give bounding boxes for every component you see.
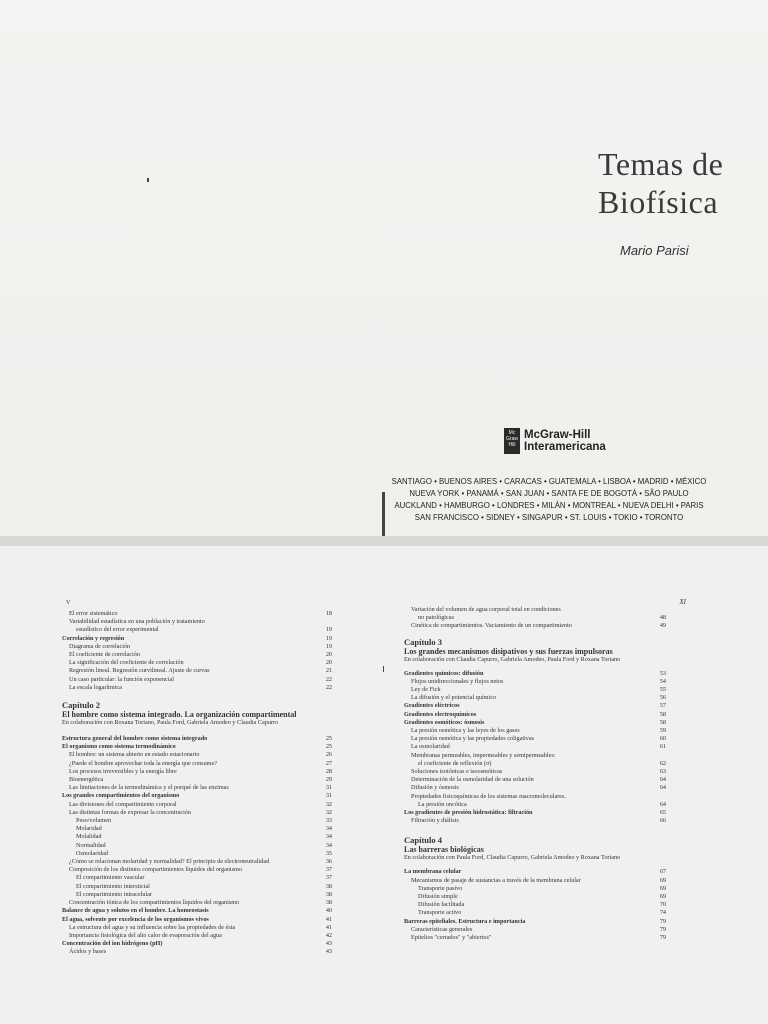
toc-entry-title: Epitelios "cerrados" y "abiertos" — [411, 934, 492, 942]
toc-entry-page: 34 — [325, 825, 332, 833]
toc-entry — [62, 676, 332, 684]
toc-entry-page: 63 — [659, 768, 666, 776]
toc-entry-page: 36 — [325, 858, 332, 866]
toc-entry — [404, 776, 666, 784]
toc-entry-page: 25 — [325, 743, 332, 751]
toc-entry-title: Ácidos y bases — [69, 948, 107, 956]
toc-entry-title: La significación del coeficiente de correlación — [69, 659, 184, 667]
toc-entry-page: 22 — [325, 683, 332, 691]
chapter-label: Capítulo 3 — [404, 636, 443, 647]
cities-line: SAN FRANCISCO • SIDNEY • SINGAPUR • ST. LOUIS • TOKIO • TORONTO — [414, 513, 684, 522]
toc-entry — [62, 610, 332, 618]
toc-entry-page: 31 — [325, 784, 332, 792]
toc-entry-title: no patológicas — [418, 614, 454, 622]
toc-entry — [62, 899, 332, 907]
toc-entry-page: 59 — [659, 727, 666, 735]
toc-entry-title: Los gradientes de presión hidrostática: filtración — [404, 809, 533, 817]
toc-entry-title: Gradientes osmóticos: ósmosis — [404, 718, 485, 726]
toc-entry — [404, 606, 666, 614]
toc-entry-page: 32 — [325, 800, 332, 808]
toc-entry-page: 64 — [659, 776, 666, 784]
toc-entry-title: Correlación y regresión — [62, 634, 125, 642]
toc-entry-page: 69 — [659, 876, 666, 884]
toc-entry-title: La osmolaridad — [411, 743, 450, 751]
toc-entry-page: 64 — [659, 800, 666, 808]
toc-entry-page: 22 — [325, 675, 332, 683]
toc-entry-page: 29 — [325, 776, 332, 784]
toc-entry-title: La estructura del agua y su influencia sobre las propiedades de ésta — [69, 923, 236, 931]
contents-spread — [0, 546, 768, 1024]
toc-entry-title: Difusión y ósmosis — [411, 784, 459, 792]
toc-entry-title: Variabilidad estadística en una población y tratamiento — [69, 618, 205, 626]
toc-entry — [404, 901, 666, 909]
publisher-name-line-1: McGraw-Hill — [524, 429, 591, 441]
toc-entry — [404, 727, 666, 735]
toc-entry-title: El agua, solvente por excelencia de los organismos vivos — [62, 915, 209, 923]
toc-entry-title: Concentración del ion hidrógeno (pH) — [62, 940, 163, 948]
toc-entry — [62, 735, 332, 743]
toc-entry — [404, 784, 666, 792]
toc-entry — [62, 842, 332, 850]
scan-mark — [382, 492, 385, 536]
toc-entry-page: 38 — [325, 899, 332, 907]
toc-entry-page: 20 — [325, 651, 332, 659]
toc-entry-page: 37 — [325, 874, 332, 882]
cities-line: AUCKLAND • HAMBURGO • LONDRES • MILÁN • MONTREAL • NUEVA DELHI • PARIS — [394, 501, 704, 510]
toc-entry-title: Estructura general del hombre como sistema integrado — [62, 735, 208, 743]
toc-entry-title: Variación del volumen de agua corporal total en condiciones — [411, 606, 561, 613]
toc-entry-title: Filtración y diálisis — [411, 817, 459, 825]
toc-entry-title: Bioenergética — [69, 776, 104, 784]
toc-list — [404, 606, 666, 631]
toc-entry-page: 61 — [659, 743, 666, 751]
mcgraw-hill-logo-icon: Mc Graw Hill — [504, 428, 520, 454]
toc-entry-title: Características generales — [411, 925, 473, 933]
toc-entry-title: Importancia fisiológica del alto calor de evaporación del agua — [69, 931, 222, 939]
toc-entry-page: 65 — [659, 809, 666, 817]
toc-entry-title: ¿Cómo se relacionan molaridad y normalidad? El principio de electroneutralidad — [69, 858, 270, 866]
toc-entry — [404, 885, 666, 893]
toc-entry — [404, 801, 666, 809]
toc-entry-page: 64 — [659, 784, 666, 792]
toc-entry-page: 19 — [325, 642, 332, 650]
toc-entry-title: Las divisiones del compartimiento corporal — [69, 800, 177, 808]
toc-entry-title: Difusión facilitada — [418, 901, 465, 909]
toc-entry-page: 54 — [659, 677, 666, 685]
toc-entry-title: El compartimiento intersticial — [76, 882, 150, 890]
toc-entry-page: 79 — [659, 925, 666, 933]
toc-entry-title: El organismo como sistema termodinámico — [62, 743, 176, 751]
toc-entry — [404, 893, 666, 901]
toc-entry-page: 55 — [659, 686, 666, 694]
toc-entry — [62, 850, 332, 858]
toc-list — [62, 735, 332, 956]
publisher-cities — [380, 476, 718, 524]
toc-entry-title: Concentración iónica de los compartimientos líquidos del organismo — [69, 899, 240, 907]
toc-entry — [62, 883, 332, 891]
toc-entry-page: 32 — [325, 808, 332, 816]
toc-entry-title: Composición de los distintos compartimientos líquidos del organismo — [69, 866, 242, 874]
toc-entry — [62, 784, 332, 792]
toc-entry-title: La presión osmótica y las propiedades coligativas — [411, 735, 535, 743]
toc-entry-page: 69 — [659, 893, 666, 901]
toc-entry-page: 70 — [659, 901, 666, 909]
toc-entry-title: Normalidad — [76, 841, 106, 849]
toc-entry-page: 43 — [325, 940, 332, 948]
toc-entry-title: Determinación de la osmolaridad de una solución — [411, 776, 534, 784]
toc-entry-title: Cinética de compartimientos. Vaciamiento de un compartimiento — [411, 622, 572, 630]
toc-entry-page: 19 — [325, 626, 332, 634]
toc-entry-page: 69 — [659, 884, 666, 892]
toc-entry-title: Los grandes compartimientos del organismo — [62, 792, 180, 800]
toc-entry — [404, 622, 666, 630]
chapter-label: Capítulo 2 — [62, 700, 101, 711]
publisher-name-line-2: Interamericana — [524, 441, 606, 453]
toc-entry — [404, 694, 666, 702]
toc-entry — [404, 809, 666, 817]
toc-entry — [404, 926, 666, 934]
toc-entry-title: Los procesos irreversibles y la energía libre — [69, 767, 177, 775]
toc-entry-title: Osmolaridad — [76, 849, 108, 857]
toc-entry-page: 53 — [659, 669, 666, 677]
chapter-collaborators: En colaboración con Paula Ford, Claudia Capurro, Gabriela Amodeo y Roxana Toriano — [404, 854, 621, 862]
toc-entry — [404, 743, 666, 751]
toc-entry — [404, 711, 666, 719]
toc-entry-page: 41 — [325, 923, 332, 931]
toc-entry-title: La presión osmótica y las leyes de los gases — [411, 727, 520, 735]
author-name: Mario Parisi — [620, 243, 689, 258]
toc-entry-page: 67 — [659, 868, 666, 876]
toc-entry-title: Gradientes electroquímicos — [404, 710, 477, 718]
toc-entry-title: Peso/volumen — [76, 817, 112, 825]
toc-entry-title: Flujos unidireccionales y flujos netos — [411, 677, 504, 685]
toc-entry — [404, 752, 666, 760]
toc-entry — [62, 760, 332, 768]
toc-entry — [62, 809, 332, 817]
toc-entry — [62, 643, 332, 651]
toc-entry-page: 58 — [659, 710, 666, 718]
toc-entry-title: El hombre: un sistema abierto en estado estacionario — [69, 751, 200, 759]
toc-entry — [62, 801, 332, 809]
toc-entry-title: Un caso particular: la función exponencial — [69, 675, 174, 683]
toc-entry-title: Gradientes eléctricos — [404, 702, 460, 710]
toc-entry — [62, 924, 332, 932]
toc-entry-page: 43 — [325, 948, 332, 956]
page-mark-left: V — [66, 600, 71, 606]
toc-entry — [62, 684, 332, 692]
chapter-collaborators: En colaboración con Claudia Capurro, Gabriela Amodeo, Paula Ford y Roxana Toriano — [404, 655, 621, 663]
toc-entry — [62, 768, 332, 776]
toc-entry — [404, 614, 666, 622]
toc-entry-page: 79 — [659, 917, 666, 925]
cities-line: SANTIAGO • BUENOS AIRES • CARACAS • GUATEMALA • LISBOA • MADRID • MÉXICO — [391, 477, 707, 486]
toc-entry — [404, 793, 666, 801]
toc-entry — [62, 635, 332, 643]
toc-entry-title: La membrana celular — [404, 868, 462, 876]
toc-entry-title: Diagrama de correlación — [69, 642, 131, 650]
toc-entry — [404, 735, 666, 743]
chapter-title: Las barreras biológicas — [404, 845, 484, 855]
toc-entry-page: 25 — [325, 735, 332, 743]
toc-list — [62, 610, 332, 692]
toc-entry-title: ¿Puede el hombre aprovechar toda la energía que consume? — [69, 759, 217, 767]
toc-entry-page: 38 — [325, 890, 332, 898]
toc-entry-title: el coeficiente de reflexión (σ) — [418, 759, 492, 767]
toc-entry-page: 58 — [659, 718, 666, 726]
toc-entry — [62, 626, 332, 634]
publisher-logo — [504, 428, 606, 454]
toc-entry — [404, 768, 666, 776]
toc-entry-page: 35 — [325, 849, 332, 857]
toc-entry-page: 38 — [325, 882, 332, 890]
toc-entry — [404, 678, 666, 686]
toc-left-page — [62, 600, 332, 957]
toc-entry-title: Soluciones isotónicas e isoosmóticas — [411, 768, 503, 776]
toc-entry-title: Barreras epiteliales. Estructura e importancia — [404, 917, 526, 925]
toc-entry-title: Gradientes químicos: difusión — [404, 669, 484, 677]
toc-list — [404, 868, 666, 942]
toc-entry — [62, 743, 332, 751]
book-title-line-2: Biofísica — [598, 184, 719, 220]
toc-entry — [62, 907, 332, 915]
toc-entry-title: Transporte activo — [418, 909, 462, 917]
toc-entry — [62, 659, 332, 667]
toc-entry — [404, 909, 666, 917]
toc-entry-title: Balance de agua y solutos en el hombre. La homeostasis — [62, 907, 209, 915]
toc-entry — [404, 868, 666, 876]
toc-entry-title: Molalidad — [76, 833, 102, 841]
toc-entry-page: 31 — [325, 792, 332, 800]
toc-entry-page: 48 — [659, 614, 666, 622]
toc-right-page — [404, 598, 686, 942]
toc-entry — [62, 817, 332, 825]
toc-entry-title: Difusión simple — [418, 893, 458, 901]
toc-entry-title: Mecanismos de pasaje de sustancias a través de la membrana celular — [411, 876, 581, 884]
toc-entry — [404, 918, 666, 926]
toc-entry-title: El coeficiente de correlación — [69, 651, 140, 659]
toc-entry — [62, 916, 332, 924]
toc-entry-page: 74 — [659, 909, 666, 917]
toc-entry — [62, 874, 332, 882]
toc-entry-page: 56 — [659, 694, 666, 702]
toc-entry-title: El error sistemático — [69, 610, 118, 617]
toc-entry-page: 27 — [325, 759, 332, 767]
toc-entry-title: Propiedades fisicoquímicas de los sistemas macromoleculares. — [411, 792, 566, 800]
toc-entry-page: 60 — [659, 735, 666, 743]
toc-entry-title: Membranas permeables, impermeables y semipermeables: — [411, 751, 556, 759]
toc-entry-page: 62 — [659, 759, 666, 767]
toc-entry-title: Ley de Fick — [411, 686, 441, 694]
toc-entry-page: 40 — [325, 907, 332, 915]
toc-entry — [62, 833, 332, 841]
toc-entry-page: 42 — [325, 931, 332, 939]
toc-entry-page: 18 — [325, 610, 332, 617]
toc-entry-page: 21 — [325, 667, 332, 675]
toc-entry — [62, 667, 332, 675]
toc-entry-page: 34 — [325, 833, 332, 841]
toc-entry-page: 37 — [325, 866, 332, 874]
chapter-collaborators: En colaboración con Roxana Toriano, Paula Ford, Gabriela Amodeo y Claudia Capurro — [62, 719, 279, 727]
toc-entry — [62, 948, 332, 956]
toc-entry — [62, 932, 332, 940]
toc-entry-title: La difusión y el potencial químico — [411, 694, 497, 702]
toc-entry-page: 19 — [325, 634, 332, 642]
toc-entry-page: 79 — [659, 934, 666, 942]
toc-entry-title: Molaridad — [76, 825, 102, 833]
toc-entry-page: 33 — [325, 817, 332, 825]
toc-entry-page: 20 — [325, 659, 332, 667]
scan-dot — [147, 178, 149, 182]
toc-entry — [62, 776, 332, 784]
toc-entry — [404, 817, 666, 825]
toc-entry-page: 28 — [325, 767, 332, 775]
toc-list — [404, 670, 666, 826]
book-title-line-1: Temas de — [598, 146, 724, 182]
toc-entry — [62, 891, 332, 899]
toc-entry — [62, 651, 332, 659]
toc-entry-title: La escala logarítmica — [69, 683, 122, 691]
chapter-title: El hombre como sistema integrado. La organización compartimental — [62, 710, 297, 720]
toc-entry — [62, 618, 332, 626]
toc-entry-page: 57 — [659, 702, 666, 710]
toc-entry-title: El compartimiento vascular — [76, 874, 145, 882]
chapter-label: Capítulo 4 — [404, 835, 443, 846]
toc-entry-title: estadístico del error experimental — [76, 626, 159, 634]
toc-entry — [404, 719, 666, 727]
toc-entry-title: El compartimiento intracelular — [76, 890, 152, 898]
toc-entry-title: Transporte pasivo — [418, 884, 463, 892]
toc-entry — [404, 702, 666, 710]
toc-entry — [404, 670, 666, 678]
toc-entry-page: 34 — [325, 841, 332, 849]
toc-entry-title: Las distintas formas de expresar la concentración — [69, 808, 191, 816]
toc-entry — [404, 877, 666, 885]
toc-entry — [62, 866, 332, 874]
toc-entry — [62, 751, 332, 759]
page-mark-right: XI — [679, 598, 686, 606]
chapter-title: Los grandes mecanismos disipativos y sus fuerzas impulsoras — [404, 646, 613, 656]
toc-entry-page: 41 — [325, 915, 332, 923]
toc-entry-title: Las limitaciones de la termodinámica y el porqué de las enzimas — [69, 784, 229, 792]
toc-entry — [404, 760, 666, 768]
toc-entry — [404, 934, 666, 942]
toc-entry-page: 66 — [659, 817, 666, 825]
scan-dot — [383, 666, 384, 672]
toc-entry-title: La presión oncótica — [418, 800, 467, 808]
toc-entry — [62, 792, 332, 800]
toc-entry-page: 26 — [325, 751, 332, 759]
toc-entry-title: Regresión lineal. Regresión curvilineal. Ajuste de curvas — [69, 667, 210, 675]
toc-entry — [62, 825, 332, 833]
toc-entry-page: 49 — [659, 622, 666, 630]
page-separator — [0, 536, 768, 546]
toc-entry — [404, 686, 666, 694]
cities-line: NUEVA YORK • PANAMÁ • SAN JUAN • SANTA FE DE BOGOTÁ • SÃO PAULO — [409, 489, 689, 498]
toc-entry — [62, 858, 332, 866]
